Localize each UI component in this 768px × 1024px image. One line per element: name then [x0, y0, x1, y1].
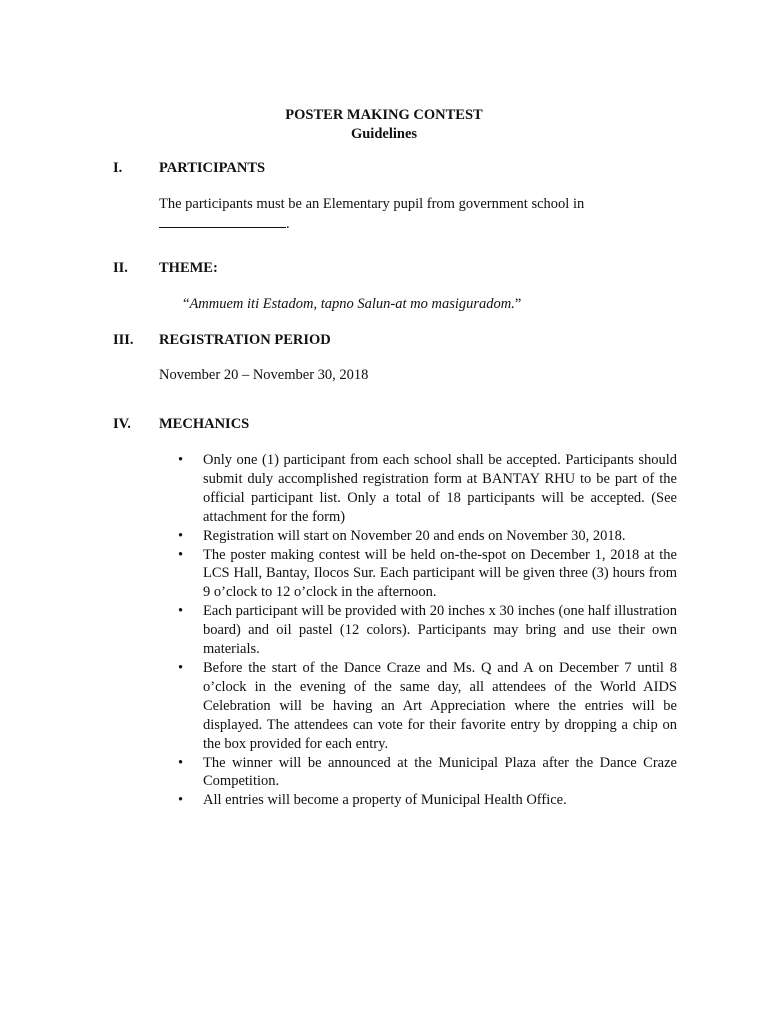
registration-period-text: November 20 – November 30, 2018 [159, 367, 369, 383]
document-subtitle: Guidelines [350, 126, 418, 142]
theme-open-quote: “ [183, 296, 190, 312]
mechanics-item-text: Before the start of the Dance Craze and Ms. Q and A on December 7 until 8 o’clock in the evening of the same day, all attendees of the World AIDS Celebration will be having an Art Appreciation where the entries will be displayed. The attendees can vote for their favorite entry by dropping a chip on the box provided for each entry. [203, 659, 677, 752]
school-name-blank [159, 213, 286, 228]
list-item [159, 451, 677, 527]
list-item [159, 602, 677, 659]
section-heading-theme: THEME: [159, 260, 218, 276]
list-item [159, 659, 677, 754]
mechanics-list [159, 451, 677, 810]
mechanics-item-text: All entries will become a property of Municipal Health Office. [203, 792, 567, 809]
list-item [159, 754, 677, 792]
theme-statement [183, 295, 683, 313]
list-item [159, 546, 677, 603]
bullet-icon: • [178, 603, 184, 620]
section-number-3: III. [113, 332, 134, 348]
theme-close-quote: ” [514, 296, 522, 312]
bullet-icon: • [178, 659, 184, 676]
bullet-icon: • [178, 452, 184, 468]
bullet-icon: • [178, 546, 184, 563]
participants-text: The participants must be an Elementary pupil from government school in [159, 196, 585, 212]
mechanics-item-text: Each participant will be provided with 20 inches x 30 inches (one half illustration board) and oil pastel (12 colors). Participants may bring and use their own materials. [203, 603, 677, 658]
participants-paragraph [159, 195, 679, 233]
bullet-icon: • [178, 792, 184, 809]
theme-text: Ammuem iti Estadom, tapno Salun-at mo masiguradom. [189, 296, 515, 312]
document-title: POSTER MAKING CONTEST [285, 107, 483, 123]
section-number-2: II. [113, 260, 128, 276]
list-item [159, 527, 677, 546]
mechanics-item-text: The winner will be announced at the Municipal Plaza after the Dance Craze Competition. [203, 754, 677, 790]
bullet-icon: • [178, 527, 184, 544]
mechanics-item-text: Registration will start on November 20 and ends on November 30, 2018. [203, 527, 626, 544]
list-item [159, 791, 677, 810]
mechanics-item-text: Only one (1) participant from each school shall be accepted. Participants should submit duly accomplished registration form at BANTAY RHU to be part of the official participant list. Only a total of 18 participants will be accepted. (See attachment for the form) [203, 452, 677, 525]
participants-end: . [286, 216, 290, 232]
section-number-4: IV. [113, 416, 131, 432]
section-heading-participants: PARTICIPANTS [159, 160, 266, 176]
bullet-icon: • [178, 754, 184, 771]
mechanics-item-text: The poster making contest will be held on-the-spot on December 1, 2018 at the LCS Hall, Bantay, Ilocos Sur. Each participant will be given three (3) hours from 9 o’clock to 12 o’clock in the afternoon. [203, 546, 677, 601]
section-number-1: I. [113, 160, 123, 176]
section-heading-mechanics: MECHANICS [159, 416, 250, 432]
section-heading-registration-period: REGISTRATION PERIOD [159, 332, 331, 348]
